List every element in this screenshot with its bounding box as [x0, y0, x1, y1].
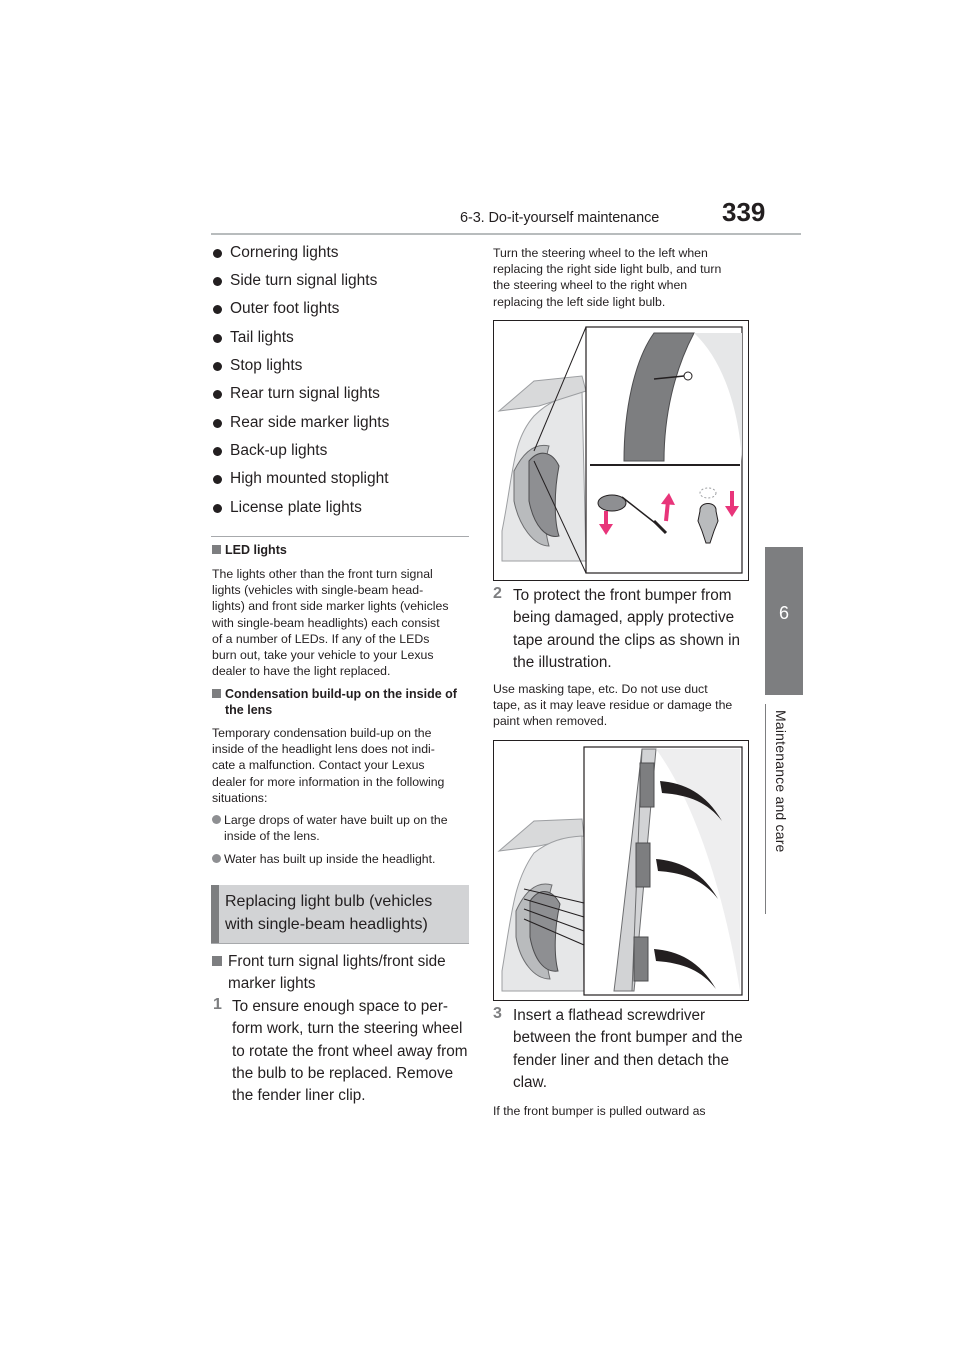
- bullet-dot-icon: [213, 419, 222, 428]
- section-heading-bar: [211, 885, 219, 943]
- bullet-item: Back-up lights: [212, 440, 327, 462]
- step-2: [493, 585, 755, 677]
- bullet-dot-icon: [213, 475, 222, 484]
- step-text: To protect the front bumper from being damaged, apply protective tape around the clips as shown in the illustration.: [513, 587, 741, 671]
- header-rule: [211, 233, 801, 235]
- section-title: Replacing light bulb (vehicles with single-beam headlights): [225, 893, 433, 933]
- bullet-dot-icon: [213, 249, 222, 258]
- step-1: [212, 996, 472, 1106]
- step-text: Insert a flathead screwdriver between the front bumper and the fender liner and then detach the claw.: [513, 1007, 743, 1091]
- fender-clip-illustration: [494, 321, 748, 580]
- step-text: To ensure enough space to per- form work, turn the steering wheel to rotate the front wheel away from the bulb to be replaced. Remove the fender liner clip.: [232, 998, 468, 1105]
- square-bullet-icon: [212, 689, 221, 698]
- condensation-body: Temporary condensation build-up on the inside of the headlight lens does not indi- cate a malfunction. Contact your Lexus dealer for more information in the following situations:: [212, 726, 445, 805]
- bullet-dot-icon: [213, 305, 222, 314]
- bullet-item: High mounted stoplight: [212, 468, 389, 490]
- square-bullet-icon: [212, 545, 221, 554]
- bullet-dot-icon: [213, 362, 222, 371]
- bullet-item: Rear side marker lights: [212, 412, 389, 434]
- step-number: 2: [493, 585, 502, 602]
- subsection-heading: Front turn signal lights/front side marker lights: [212, 951, 472, 996]
- running-header-section: 6-3. Do-it-yourself maintenance: [460, 210, 660, 226]
- chapter-tab-number: 6: [778, 603, 789, 623]
- step-3: [493, 1005, 755, 1097]
- illustration-protective-tape: [493, 740, 749, 1001]
- bullet-item: Outer foot lights: [212, 298, 339, 320]
- bullet-item: Rear turn signal lights: [212, 383, 380, 405]
- bullet-item: Cornering lights: [212, 242, 339, 264]
- condensation-heading: Condensation build-up on the inside of the lens: [212, 686, 457, 718]
- bullet-dot-icon: [212, 815, 221, 824]
- condensation-bullet: Large drops of water have built up on the inside of the lens.: [212, 812, 474, 844]
- page-number: 339: [722, 197, 766, 227]
- bullet-dot-icon: [213, 334, 222, 343]
- step-3-note: If the front bumper is pulled outward as: [493, 1104, 706, 1118]
- chapter-tab-title: Maintenance and care: [773, 710, 789, 853]
- section-rule: [211, 943, 469, 944]
- illustration-fender-clip: [493, 320, 749, 581]
- bullet-dot-icon: [213, 504, 222, 513]
- led-heading: LED lights: [212, 543, 287, 557]
- protective-tape-illustration: [494, 741, 748, 1000]
- intro-note: Turn the steering wheel to the left when replacing the right side light bulb, and turn the steering wheel to the right when replacing the left side light bulb.: [493, 246, 722, 309]
- divider: [211, 536, 469, 537]
- bullet-item: License plate lights: [212, 497, 362, 519]
- bullet-dot-icon: [213, 277, 222, 286]
- step-number: 3: [493, 1005, 502, 1022]
- step-2-note: Use masking tape, etc. Do not use duct tape, as it may leave residue or damage the paint when removed.: [493, 682, 733, 729]
- bullet-item: Side turn signal lights: [212, 270, 377, 292]
- bullet-dot-icon: [213, 447, 222, 456]
- bullet-item: Tail lights: [212, 327, 294, 349]
- chapter-tab-rule: [765, 704, 766, 914]
- condensation-bullet: Water has built up inside the headlight.: [212, 851, 474, 867]
- bullet-dot-icon: [212, 854, 221, 863]
- bullet-item: Stop lights: [212, 355, 302, 377]
- square-bullet-icon: [212, 956, 222, 966]
- bullet-dot-icon: [213, 390, 222, 399]
- step-number: 1: [213, 996, 222, 1013]
- led-body: The lights other than the front turn signal lights (vehicles with single-beam head- lights) and front side marker lights (vehicles with single-beam headlights) each consist of a number of LEDs. If any of the LEDs burn out, take your vehicle to your Lexus dealer to have the light replaced.: [212, 567, 449, 679]
